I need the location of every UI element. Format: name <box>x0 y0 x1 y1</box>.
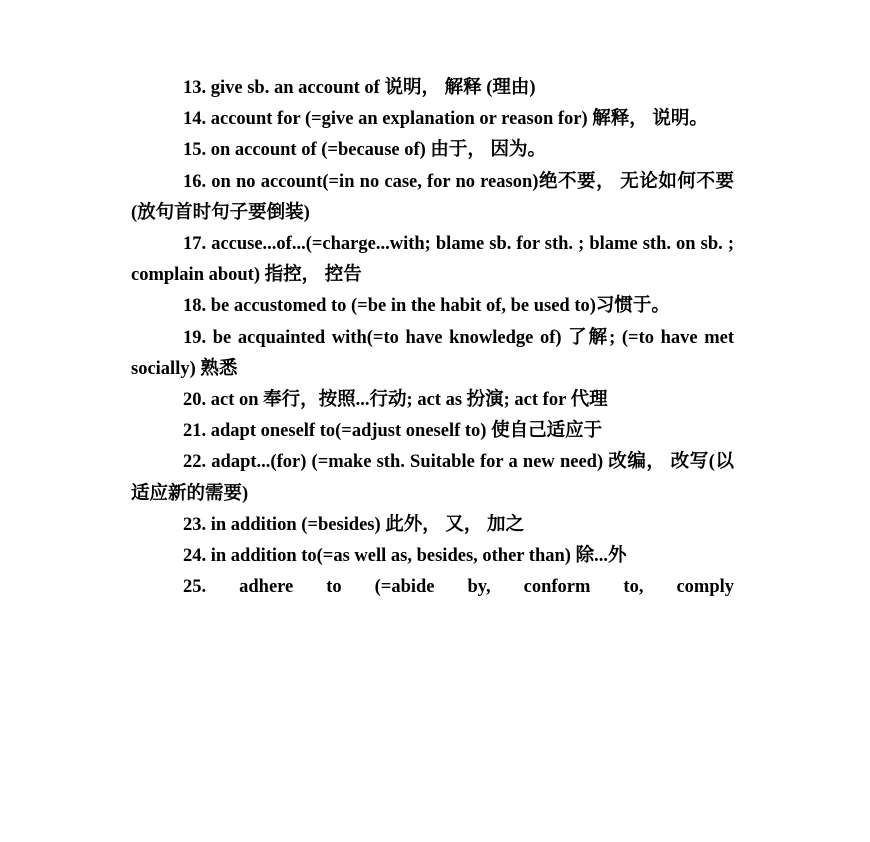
entry-25: 25. adhere to (=abide by, conform to, comply <box>183 577 734 598</box>
entry-16: 16. on no account(=in no case, for no reason)绝不要， 无论如何不要(放句首时句子要倒装) <box>131 171 734 223</box>
entry-23: 23. in addition (=besides) 此外， 又， 加之 <box>183 514 525 535</box>
entry-22: 22. adapt...(for) (=make sth. Suitable for a new need) 改编， 改写(以适应新的需要) <box>131 452 734 504</box>
entry-19: 19. be acquainted with(=to have knowledge of) 了解; (=to have met socially) 熟悉 <box>131 327 734 379</box>
entry-21: 21. adapt oneself to(=adjust oneself to) 使自己适应于 <box>183 421 603 442</box>
entry-17: 17. accuse...of...(=charge...with; blame sb. for sth. ; blame sth. on sb. ; complain about) 指控， 控告 <box>131 234 734 286</box>
entry-13: 13. give sb. an account of 说明， 解释 (理由) <box>183 78 536 98</box>
document-page <box>131 73 734 603</box>
entry-18: 18. be accustomed to (=be in the habit of, be used to)习惯于。 <box>183 296 670 317</box>
entry-14: 14. account for (=give an explanation or reason for) 解释， 说明。 <box>183 109 708 130</box>
entry-15: 15. on account of (=because of) 由于， 因为。 <box>183 140 547 161</box>
entry-20: 20. act on 奉行，按照...行动; act as 扮演; act for 代理 <box>183 390 608 411</box>
entry-24: 24. in addition to(=as well as, besides, other than) 除...外 <box>183 546 627 567</box>
